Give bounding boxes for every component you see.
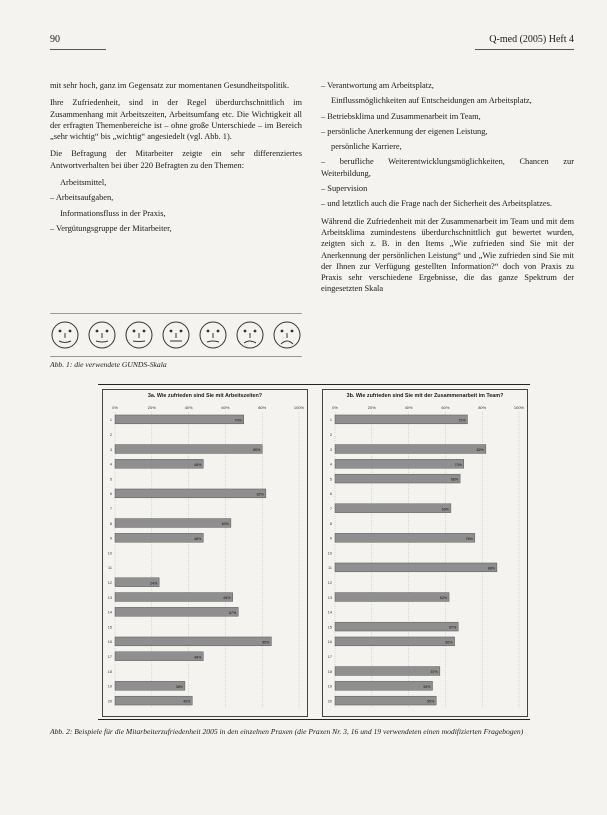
category-label: 6 — [109, 492, 112, 497]
category-label: 3 — [109, 447, 112, 452]
category-label: 5 — [109, 477, 112, 482]
chart-panel-right — [322, 389, 528, 717]
data-label: 57% — [430, 670, 438, 675]
category-label: 19 — [107, 684, 112, 689]
category-label: 16 — [107, 640, 112, 645]
bar — [335, 504, 451, 513]
right-column — [321, 80, 574, 301]
page-header — [0, 34, 607, 50]
paragraph: mit sehr hoch, ganz im Gegensatz zur momentanen Gesundheitspolitik. — [50, 81, 290, 90]
category-label: 4 — [329, 462, 332, 467]
category-label: 19 — [327, 684, 332, 689]
bar — [335, 445, 486, 454]
category-label: 16 — [327, 640, 332, 645]
category-label: 1 — [109, 418, 112, 423]
face-icon — [124, 320, 154, 350]
category-label: 8 — [109, 521, 112, 526]
tick-label: 40% — [404, 405, 413, 410]
journal-title: Q-med (2005) Heft 4 — [489, 34, 574, 45]
chart-title: 3b. Wie zufrieden sind Sie mit der Zusammenarbeit im Team? — [346, 393, 504, 399]
list-item: – Supervision — [321, 184, 368, 194]
face-icon — [198, 320, 228, 350]
data-label: 65% — [445, 640, 453, 645]
tick-label: 80% — [478, 405, 487, 410]
bar — [115, 681, 185, 690]
figure2-caption: Abb. 2: Beispiele für die Mitarbeiterzufriedenheit 2005 in den einzelnen Praxen (die Praxen Nr. 3, 16 und 19 verwendeten einen modifizierten Fragebogen) — [50, 727, 524, 736]
bar — [115, 445, 262, 454]
chart-title: 3a. Wie zufrieden sind Sie mit Arbeitszeiten? — [147, 393, 263, 399]
category-label: 20 — [107, 699, 112, 704]
category-label: 12 — [327, 580, 332, 585]
bar — [115, 533, 203, 542]
category-label: 10 — [107, 551, 112, 556]
category-label: 9 — [109, 536, 112, 541]
category-label: 13 — [327, 595, 332, 600]
category-label: 2 — [109, 432, 112, 437]
header-rule-right — [475, 49, 574, 50]
data-label: 64% — [223, 596, 231, 601]
list-item: – Verantwortung am Arbeitsplatz, — [321, 81, 434, 90]
paragraph: Die Befragung der Mitarbeiter zeigte ein sehr differenziertes Antwortverhalten bei über 220 Befragten zu den Themen: — [50, 149, 302, 170]
bar — [115, 696, 192, 705]
header-rule-left — [50, 49, 106, 50]
category-label: 12 — [107, 580, 112, 585]
category-label: 11 — [108, 566, 112, 571]
category-label: 14 — [107, 610, 112, 615]
data-label: 85% — [262, 640, 270, 645]
chart-panel-left — [102, 389, 308, 717]
figure-2 — [98, 384, 530, 720]
category-label: 15 — [327, 625, 332, 630]
category-label: 10 — [327, 551, 332, 556]
data-label: 80% — [252, 448, 261, 453]
data-label: 72% — [458, 418, 466, 423]
list-item: – Betriebsklima und Zusammenarbeit im Team, — [321, 111, 481, 121]
category-label: 17 — [327, 654, 332, 659]
category-label: 3 — [329, 447, 332, 452]
bar — [335, 637, 455, 646]
category-label: 18 — [327, 669, 332, 674]
bar — [335, 593, 449, 602]
category-label: 9 — [329, 536, 332, 541]
data-label: 42% — [183, 699, 191, 704]
list-item: persönliche Karriere, — [331, 142, 402, 152]
data-label: 70% — [454, 462, 462, 467]
list-item: Einflussmöglichkeiten auf Entscheidungen am Arbeitsplatz, — [331, 96, 532, 106]
bar — [115, 519, 231, 528]
tick-label: 40% — [184, 405, 193, 410]
data-label: 67% — [229, 610, 237, 615]
list-item: – Vergütungsgruppe der Mitarbeiter, — [50, 223, 172, 233]
list-item: – Arbeitsaufgaben, — [50, 193, 114, 203]
data-label: 63% — [441, 507, 449, 512]
data-label: 68% — [450, 477, 459, 482]
tick-label: 80% — [258, 405, 267, 410]
data-label: 76% — [465, 536, 473, 541]
category-label: 15 — [107, 625, 112, 630]
category-label: 4 — [109, 462, 112, 467]
category-label: 13 — [107, 595, 112, 600]
list-item: Informationsfluss in der Praxis, — [60, 208, 166, 218]
bar-chart-right — [323, 390, 527, 716]
list-item: – und letztlich auch die Frage nach der Sicherheit des Arbeitsplatzes. — [321, 199, 552, 209]
bar — [335, 563, 497, 572]
category-label: 14 — [327, 610, 332, 615]
face-icon — [87, 320, 117, 350]
category-label: 11 — [328, 566, 332, 571]
paragraph: Während die Zufriedenheit mit der Zusammenarbeit im Team und mit dem Arbeitsklima zumindestens überdurchschnittlich gut bewertet wurden, zeigten sich z. B. in den Items „Wie zufrieden sind Sie mit der Anerkennung der persönlichen Leistung“ und „Wie zufrieden sind Sie mit der Ihnen zur Verfügung gestellten Information?“ doch von Praxis zu Praxis sehr verschiedene Ergebnisse, die das ganze Spektrum der eingesetzten Skala — [321, 216, 574, 294]
tick-label: 0% — [112, 405, 118, 410]
tick-label: 0% — [332, 405, 338, 410]
tick-label: 100% — [293, 405, 305, 410]
bar — [335, 459, 464, 468]
data-label: 48% — [194, 536, 202, 541]
figure1-caption: Abb. 1: die verwendete GUNDS-Skala — [50, 360, 167, 369]
bar — [335, 474, 460, 483]
data-label: 88% — [487, 566, 495, 571]
page-number: 90 — [50, 34, 60, 45]
bar — [335, 533, 475, 542]
tick-label: 20% — [147, 405, 156, 410]
data-label: 82% — [256, 492, 264, 497]
bar — [115, 415, 244, 424]
tick-label: 60% — [221, 405, 230, 410]
category-label: 6 — [329, 492, 332, 497]
bar — [335, 622, 458, 631]
list-item: Arbeitsmittel, — [60, 178, 107, 188]
bar — [335, 696, 436, 705]
list-item: – persönliche Anerkennung der eigenen Leistung, — [321, 126, 488, 136]
data-label: 38% — [175, 684, 183, 689]
bar — [335, 415, 467, 424]
data-label: 63% — [221, 522, 229, 527]
category-label: 17 — [107, 654, 112, 659]
data-label: 48% — [194, 655, 202, 660]
bar — [115, 607, 238, 616]
category-label: 18 — [107, 669, 112, 674]
category-label: 20 — [327, 699, 332, 704]
data-label: 70% — [234, 418, 242, 423]
face-icon — [235, 320, 265, 350]
paragraph: Ihre Zufriedenheit, sind in der Regel überdurchschnittlich im Zusammenhang mit Arbeitszeiten, Arbeitsumfang etc. Die Wichtigkeit all der erfragten Themenbereiche ist – ohne große Unterschiede – im Bereich „sehr wichtig“ bis „wichtig“ angesiedelt (vgl. Abb. 1). — [50, 98, 302, 142]
category-label: 7 — [109, 506, 112, 511]
category-label: 5 — [329, 477, 332, 482]
data-label: 55% — [426, 699, 435, 704]
gunds-scale-faces — [50, 313, 302, 357]
data-label: 24% — [149, 581, 158, 586]
bar — [115, 593, 233, 602]
face-icon — [161, 320, 191, 350]
category-label: 2 — [329, 432, 332, 437]
bar — [335, 681, 433, 690]
tick-label: 100% — [513, 405, 525, 410]
category-label: 8 — [329, 521, 332, 526]
left-column — [50, 80, 302, 238]
data-label: 48% — [194, 462, 202, 467]
bar — [115, 489, 266, 498]
face-icon — [50, 320, 80, 350]
data-label: 82% — [476, 448, 484, 453]
bar — [115, 637, 271, 646]
bar-chart-left — [103, 390, 307, 716]
face-icon — [272, 320, 302, 350]
data-label: 53% — [423, 684, 431, 689]
tick-label: 20% — [367, 405, 376, 410]
category-label: 7 — [329, 506, 332, 511]
list-item: – berufliche Weiterentwicklungsmöglichkeiten, Chancen zur Weiterbildung, — [321, 157, 574, 178]
data-label: 62% — [439, 596, 448, 601]
bar — [335, 667, 440, 676]
bar — [115, 459, 203, 468]
tick-label: 60% — [441, 405, 450, 410]
bar — [115, 652, 203, 661]
category-label: 1 — [329, 418, 332, 423]
data-label: 67% — [449, 625, 457, 630]
